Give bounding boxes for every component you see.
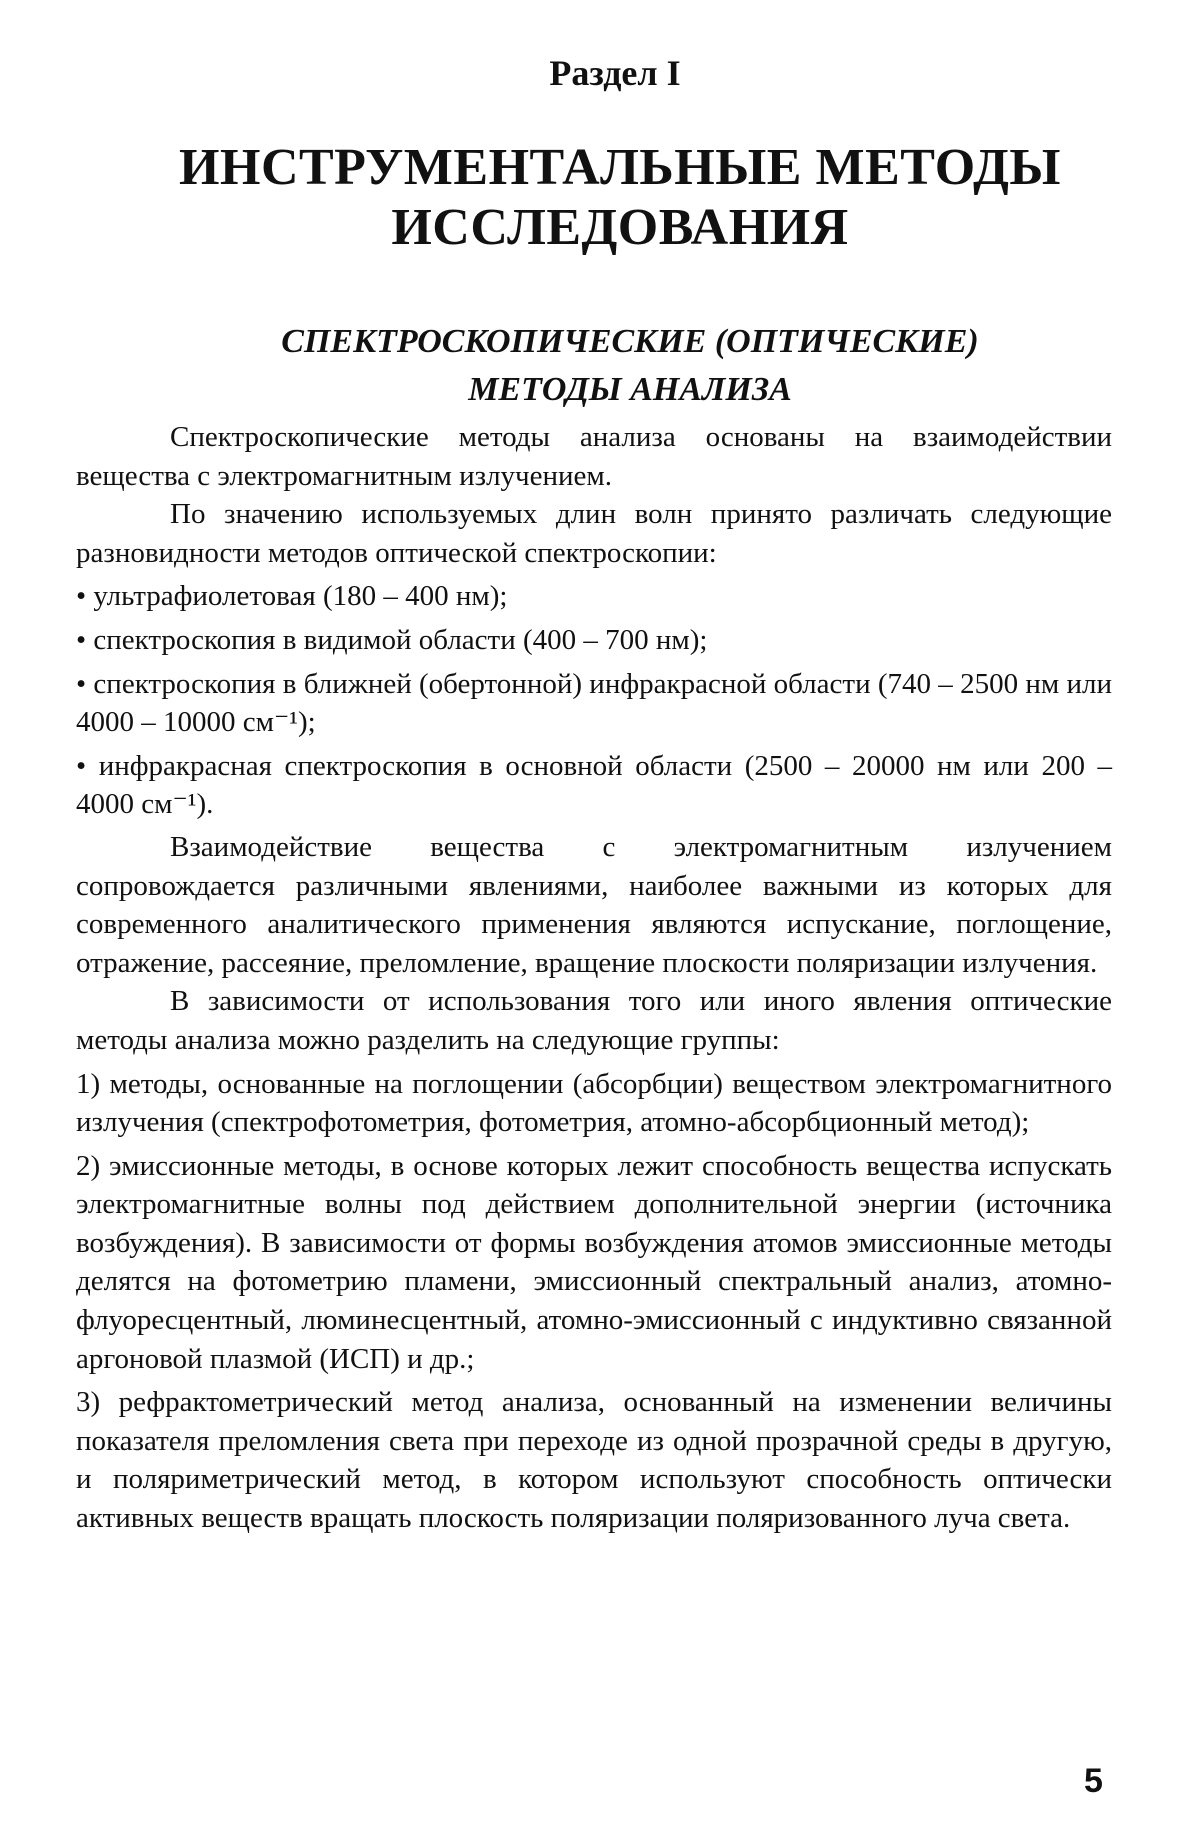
list-item-emission: 2) эмиссионные методы, в основе которых лежит способность вещества испускать электромагнитные волны под действием дополнительной энергии (источника возбуждения). В зависимости от формы возбуждения атомов эмиссионные методы делятся на фотометрию пламени, эмиссионный спектральный анализ, атомно-флуоресцентный, люминесцентный, атомно-эмиссионный с индуктивно связанной аргоновой плазмой (ИСП) и др.; [76,1147,1112,1379]
subtitle-line-2: МЕТОДЫ АНАЛИЗА [468,371,792,408]
intro-paragraph: Спектроскопические методы анализа основаны на взаимодействии вещества с электромагнитным излучением. [76,418,1112,495]
list-item-near-ir: • спектроскопия в ближней (обертонной) инфракрасной области (740 – 2500 нм или 4000 – 10000 см⁻¹); [76,665,1112,742]
document-page [0,0,1200,1846]
list-item-refractometry: 3) рефрактометрический метод анализа, основанный на изменении величины показателя преломления света при переходе из одной прозрачной среды в другую, и поляриметрический метод, в котором используют способность оптически активных веществ вращать плоскость поляризации поляризованного луча света. [76,1383,1112,1537]
title-line-2: ИССЛЕДОВАНИЯ [391,199,848,256]
list-item-absorption: 1) методы, основанные на поглощении (абсорбции) веществом электромагнитного излучения (спектрофотометрия, фотометрия, атомно-абсорбционный метод); [76,1065,1112,1142]
section-label: Раздел I [0,52,1200,94]
body-text [76,418,1112,1538]
title-line-1: ИНСТРУМЕНТАЛЬНЫЕ МЕТОДЫ [179,139,1061,196]
list-item-visible: • спектроскопия в видимой области (400 – 700 нм); [76,621,1112,660]
list-item-mid-ir: • инфракрасная спектроскопия в основной области (2500 – 20000 нм или 200 – 4000 см⁻¹). [76,747,1112,824]
subsection-title [160,318,1100,414]
subtitle-line-1: СПЕКТРОСКОПИЧЕСКИЕ (ОПТИЧЕСКИЕ) [281,323,978,360]
page-number: 5 [1084,1762,1103,1801]
groups-intro-paragraph: В зависимости от использования того или иного явления оптические методы анализа можно разделить на следующие группы: [76,982,1112,1059]
wavelength-paragraph: По значению используемых длин волн принято различать следующие разновидности методов оптической спектроскопии: [76,495,1112,572]
interaction-paragraph: Взаимодействие вещества с электромагнитным излучением сопровождается различными явлениями, наиболее важными из которых для современного аналитического применения являются испускание, поглощение, отражение, рассеяние, преломление, вращение плоскости поляризации излучения. [76,828,1112,982]
list-item-uv: • ультрафиолетовая (180 – 400 нм); [76,577,1112,616]
page-title [120,138,1120,258]
